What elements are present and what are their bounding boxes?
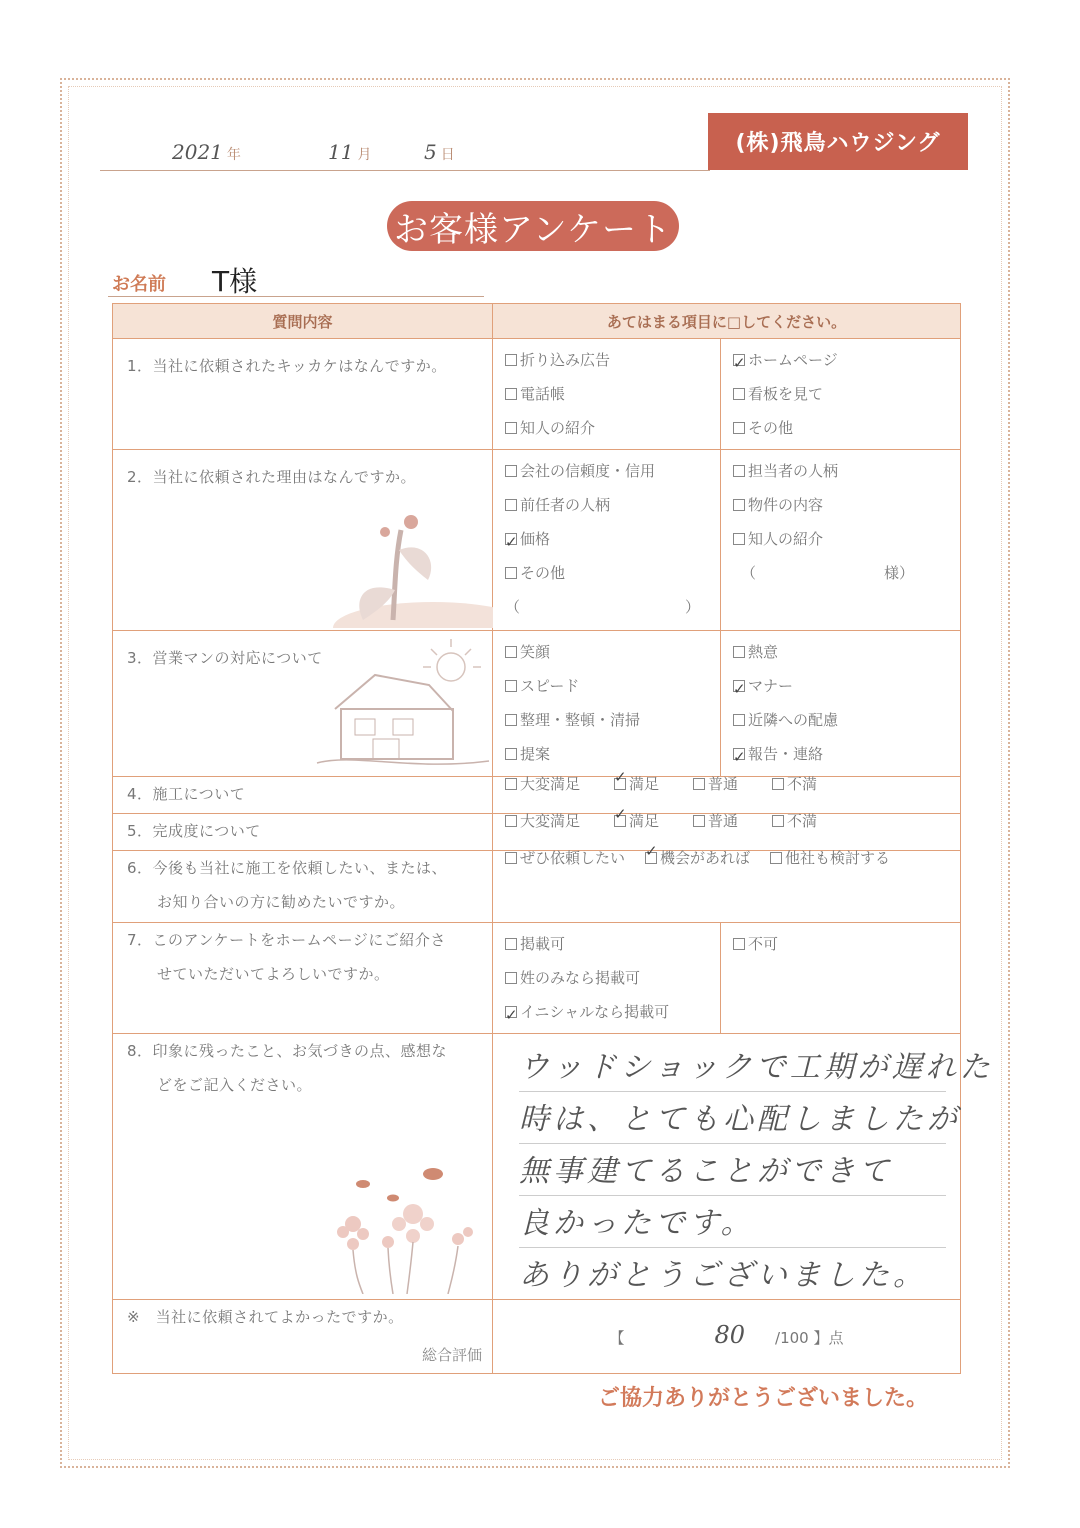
thank-you-message: ご協力ありがとうございました。 [598,1386,929,1411]
q3-options-left [493,631,720,771]
checkbox[interactable] [733,714,745,726]
question-2: 2．当社に依頼された理由はなんですか。 [127,468,417,486]
checkbox[interactable] [505,646,517,658]
q2-referrer-field[interactable]: （ 様） [741,564,914,582]
comment-area[interactable] [493,1034,994,1299]
checkbox[interactable] [505,422,517,434]
checkbox[interactable] [733,646,745,658]
q2-options-left [493,450,720,624]
checkbox[interactable] [733,422,745,434]
question-5: 5．完成度について [127,822,261,840]
question-3: 3．営業マンの対応について [127,649,323,667]
q1-options-right [721,339,960,445]
q4-options [493,777,960,792]
checkbox[interactable] [505,680,517,692]
q3-option[interactable]: ✓報告・連絡 [733,737,950,771]
checkbox[interactable] [505,748,517,760]
q1-option[interactable]: その他 [733,411,950,445]
q3-option[interactable]: スピード [505,669,710,703]
q2-option[interactable]: 物件の内容 [733,488,950,522]
checkbox[interactable] [505,972,517,984]
q2-option[interactable]: ✓価格 [505,522,710,556]
q3-option[interactable]: 笑顔 [505,635,710,669]
q7-option[interactable]: 姓のみなら掲載可 [505,961,710,995]
house-illustration [313,633,493,775]
q3-option[interactable]: 熱意 [733,635,950,669]
q1-option[interactable]: 看板を見て [733,377,950,411]
question-7: 7．このアンケートをホームページにご紹介さ せていただいてよろしいですか。 [127,931,446,983]
q7-option[interactable]: 不可 [733,927,950,961]
checkbox[interactable] [733,938,745,950]
checkbox[interactable] [505,567,517,579]
q5-option[interactable]: ✓ 満足 [614,814,659,829]
q4-option[interactable]: 不満 [772,777,817,792]
checkbox-checked[interactable] [733,680,745,692]
score-question: ※ 当社に依頼されてよかったですか。 [127,1308,404,1326]
comment-line: ありがとうございました。 [519,1258,927,1293]
company-name: (株)飛鳥ハウジング [708,113,968,170]
checkbox[interactable] [505,714,517,726]
q4-option[interactable]: 大変満足 [505,777,580,792]
checkbox[interactable] [693,778,705,790]
q2-options-right [721,450,960,590]
q5-option[interactable]: 大変満足 [505,814,580,829]
date-day: 5 日 [424,140,455,164]
checkbox[interactable] [733,388,745,400]
checkbox[interactable] [772,778,784,790]
checkbox[interactable] [733,533,745,545]
comment-line: 無事建てることができて [519,1144,946,1196]
checkbox[interactable] [693,815,705,827]
comment-line: 時は、とても心配しましたが [519,1092,946,1144]
overall-rating-label: 総合評価 [421,1346,482,1364]
checkbox[interactable] [505,465,517,477]
customer-name-underline [108,296,484,297]
q3-options-right [721,631,960,771]
checkbox[interactable] [505,852,517,864]
q7-options-left [493,923,720,1029]
q1-option[interactable]: 折り込み広告 [505,343,710,377]
question-8: 8．印象に残ったこと、お気づきの点、感想な どをご記入ください。 [127,1042,448,1094]
q3-option[interactable]: 提案 [505,737,710,771]
q6-option[interactable]: ぜひ依頼したい [505,851,625,866]
checkbox-checked[interactable] [733,354,745,366]
checkbox[interactable] [733,499,745,511]
checkbox-checked[interactable] [733,748,745,760]
q3-option[interactable]: 近隣への配慮 [733,703,950,737]
q2-option[interactable]: その他 [505,556,710,590]
q4-option[interactable]: 普通 [693,777,738,792]
q3-option[interactable]: 整理・整頓・清掃 [505,703,710,737]
checkbox[interactable] [505,388,517,400]
q5-options [493,814,960,829]
checkbox[interactable] [505,938,517,950]
q7-option[interactable]: 掲載可 [505,927,710,961]
q2-option[interactable]: 知人の紹介 [733,522,950,556]
flower-sprout-illustration [323,510,493,628]
q7-options-right [721,923,960,961]
q2-other-field[interactable]: （ ） [505,598,700,616]
q5-option[interactable]: 不満 [772,814,817,829]
checkbox[interactable] [505,354,517,366]
survey-table [112,303,994,1374]
q2-option[interactable]: 会社の信頼度・信用 [505,454,710,488]
q2-option[interactable]: 前任者の人柄 [505,488,710,522]
checkbox-checked[interactable] [614,815,626,827]
checkbox-checked[interactable] [645,852,657,864]
date-month: 11 月 [328,140,372,164]
q1-option[interactable]: ✓ホームページ [733,343,950,377]
q1-option[interactable]: 電話帳 [505,377,710,411]
q4-option[interactable]: ✓ 満足 [614,777,659,792]
q5-option[interactable]: 普通 [693,814,738,829]
question-4: 4．施工について [127,785,246,803]
q3-option[interactable]: ✓マナー [733,669,950,703]
checkbox-checked[interactable] [505,533,517,545]
q6-options [493,851,960,866]
checkbox[interactable] [505,499,517,511]
q6-option[interactable]: ✓ 機会があれば [645,851,750,866]
overall-score[interactable]: 【 80 /100 】点 [609,1321,844,1349]
q1-options-left [493,339,720,445]
q1-option[interactable]: 知人の紹介 [505,411,710,445]
question-1: 1．当社に依頼されたキッカケはなんですか。 [127,357,447,375]
checkbox-checked[interactable] [505,1006,517,1018]
checkbox[interactable] [772,815,784,827]
q6-option[interactable]: 他社も検討する [770,851,890,866]
customer-name-value: T様 [212,265,258,298]
header-question: 質問内容 [113,304,493,339]
header-answer: あてはまる項目に□してください。 [493,304,961,339]
checkbox-checked[interactable] [614,778,626,790]
checkbox[interactable] [770,852,782,864]
comment-line: ウッドショックで工期が遅れた [519,1040,946,1092]
comment-line: 良かったです。 [519,1196,946,1248]
checkbox[interactable] [505,815,517,827]
checkbox[interactable] [505,778,517,790]
q7-option[interactable]: ✓イニシャルなら掲載可 [505,995,710,1029]
date-year: 2021 年 [172,140,241,164]
flowers-bees-illustration [333,1154,493,1294]
date-underline [100,170,710,171]
q2-option[interactable]: 担当者の人柄 [733,454,950,488]
customer-name-label: お名前 [112,274,166,295]
checkbox[interactable] [733,465,745,477]
page-title: お客様アンケート [387,201,679,251]
question-6: 6．今後も当社に施工を依頼したい、または、 お知り合いの方に勧めたいですか。 [127,859,448,911]
